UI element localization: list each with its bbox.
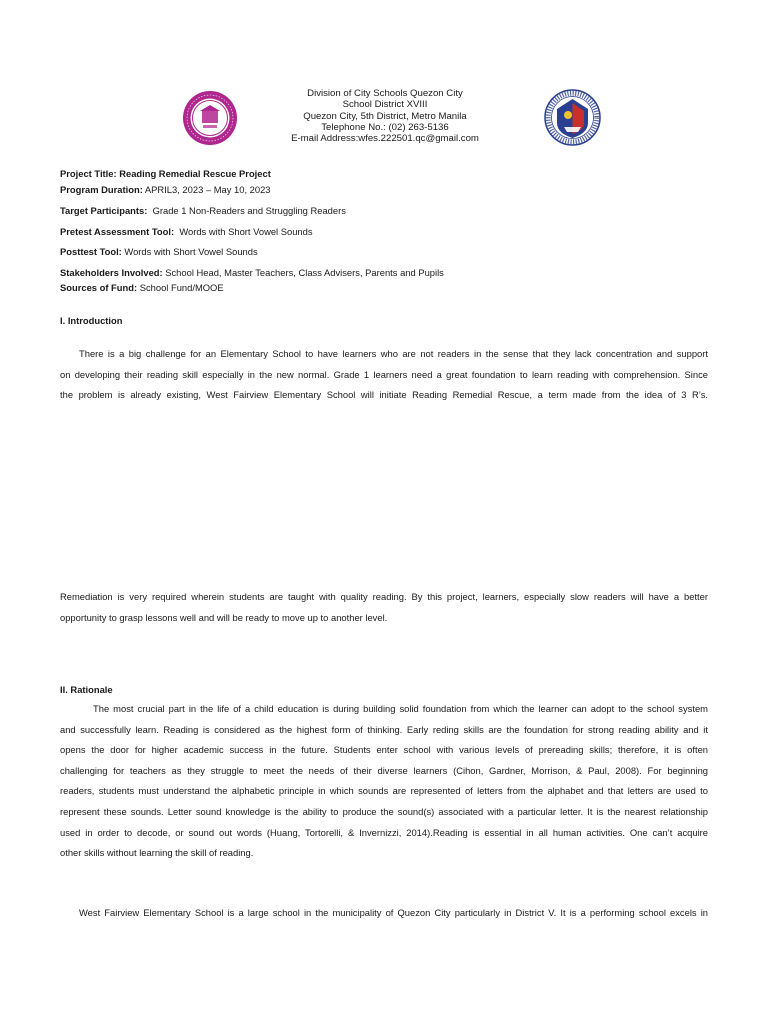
paragraph-line: opportunity to grasp lessons well and will be ready to move up to another level.	[60, 611, 388, 623]
paragraph-line: challenging for teachers as they struggle to meet the needs of their diverse learners (Cihon, Gardner, Morrison, & Paul, 2008). For beginning	[60, 764, 708, 776]
letterhead-address: Quezon City, 5th District, Metro Manila	[303, 110, 467, 122]
letterhead-email: E-mail Address:wfes.222501.qc@gmail.com	[291, 133, 479, 145]
program-duration	[60, 184, 271, 195]
introduction-paragraph-2	[60, 587, 708, 628]
stakeholders-value: School Head, Master Teachers, Class Advisers, Parents and Pupils	[162, 267, 444, 278]
paragraph-line: West Fairview Elementary School is a large school in the municipality of Quezon City particularly in District V. It is a performing school excels in	[79, 907, 708, 918]
program-duration-value: APRIL3, 2023 – May 10, 2023	[142, 184, 271, 195]
paragraph-line: opens the door for higher academic success in the future. Students enter school with various levels of prereading skills; therefore, it is often	[60, 744, 708, 756]
posttest-tool-label: Posttest Tool:	[60, 246, 122, 257]
pretest-tool-value: Words with Short Vowel Sounds	[174, 226, 313, 237]
paragraph-line: on developing their reading skill especially in the new normal. Grade 1 learners need a great foundation to learn reading with comprehension. Since	[60, 368, 708, 380]
letterhead-district: School District XVIII	[342, 99, 428, 111]
paragraph-line: other skills without learning the skill of reading.	[60, 847, 254, 859]
stakeholders	[60, 267, 444, 278]
target-participants-value: Grade 1 Non-Readers and Struggling Readers	[147, 205, 346, 216]
letterhead	[230, 88, 540, 144]
sources-of-fund-label: Sources of Fund:	[60, 282, 138, 293]
deped-seal-logo	[544, 89, 601, 146]
rationale-paragraph-1	[60, 699, 708, 864]
sources-of-fund-value: School Fund/MOOE	[137, 282, 224, 293]
letterhead-telephone: Telephone No.: (02) 263-5136	[321, 121, 449, 133]
paragraph-line: used in order to decode, or sound out words (Huang, Tortorelli, & Invernizzi, 2014).Reading is essential in all human activities. One can’t acquire	[60, 826, 708, 838]
pretest-tool	[60, 226, 313, 237]
paragraph-line: Remediation is very required wherein students are taught with quality reading. By this project, learners, especially slow readers will have a better	[60, 591, 708, 602]
introduction-heading: I. Introduction	[60, 315, 123, 326]
paragraph-line: The most crucial part in the life of a child education is during building solid foundation from which the learner can adopt to the school system	[93, 703, 708, 714]
paragraph-line: the problem is already existing, West Fairview Elementary School will initiate Reading Remedial Rescue, a term made from the idea of 3 R’s.	[60, 389, 708, 401]
introduction-paragraph-1	[60, 344, 708, 406]
program-duration-label: Program Duration:	[60, 184, 143, 195]
paragraph-line: and successfully learn. Reading is considered as the highest form of thinking. Early reding skills are the foundation for strong reading ability and it	[60, 723, 708, 735]
rationale-paragraph-2	[60, 903, 708, 924]
target-participants	[60, 205, 346, 216]
letterhead-division: Division of City Schools Quezon City	[307, 88, 463, 99]
paragraph-line: There is a big challenge for an Elementary School to have learners who are not readers in the sense that they lack concentration and support	[79, 348, 708, 359]
posttest-tool	[60, 246, 258, 257]
project-title: Project Title: Reading Remedial Rescue Project	[60, 168, 271, 179]
target-participants-label: Target Participants:	[60, 205, 148, 216]
stakeholders-label: Stakeholders Involved:	[60, 267, 163, 278]
rationale-heading: II. Rationale	[60, 684, 113, 695]
posttest-tool-value: Words with Short Vowel Sounds	[121, 246, 258, 257]
paragraph-line: represent these sounds. Letter sound knowledge is the ability to produce the sound(s) associated with a particular letter. It is the nearest relationship	[60, 805, 708, 817]
pretest-tool-label: Pretest Assessment Tool:	[60, 226, 175, 237]
paragraph-line: readers, students must understand the alphabetic principle in which sounds are represented of letters from the alphabet and that letters are used to	[60, 785, 708, 797]
sources-of-fund	[60, 282, 224, 293]
